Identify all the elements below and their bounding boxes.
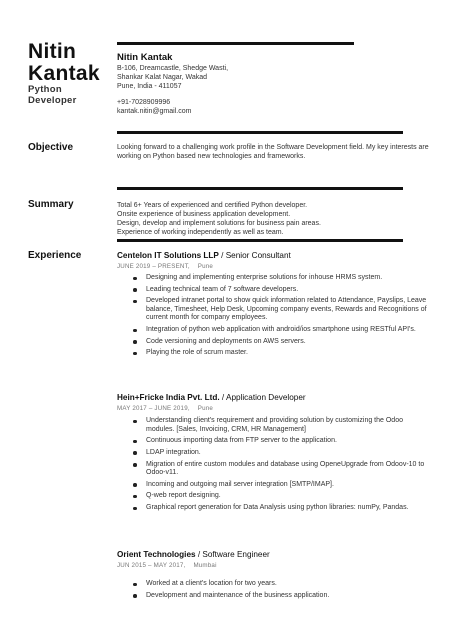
- job-title-row: [117, 550, 270, 559]
- summary-heading: Summary: [28, 199, 74, 210]
- address-line-3: Pune, India - 411057: [117, 83, 182, 90]
- list-item: Leading technical team of 7 software developers.: [133, 286, 433, 295]
- job-role: / Software Engineer: [195, 550, 270, 559]
- job-role: / Application Developer: [219, 393, 306, 402]
- job-dates: MAY 2017 – JUNE 2019,: [117, 405, 190, 412]
- job-meta: [117, 562, 217, 569]
- address-line-2: Shankar Kalat Nagar, Wakad: [117, 74, 208, 81]
- company-name: Centelon IT Solutions LLP: [117, 251, 219, 260]
- job-meta: [117, 405, 213, 412]
- list-item: Understanding client's requirement and providing solution by customizing the Odoo modules. [Sales, Invoicing, CRM, HR Management]: [133, 417, 433, 434]
- job-title-row: [117, 393, 306, 402]
- summary-rule: [117, 187, 403, 190]
- job-title-line2: Developer: [28, 95, 77, 106]
- list-item: Developed intranet portal to show quick information related to Attendance, Payslips, Leave balance, Timesheet, Help Desk, Upcoming company events, Rewards and Recognitions of current month for company employees.: [133, 297, 433, 323]
- list-item: Incoming and outgoing mail server integration [SMTP/IMAP].: [133, 481, 433, 490]
- summary-line: Design, develop and implement solutions for business pain areas.: [117, 220, 321, 227]
- list-item: Migration of entire custom modules and database using OpeneUpgrade from Odoov-10 to Odoo-v11.: [133, 461, 433, 478]
- company-name: Orient Technologies: [117, 550, 196, 559]
- list-item: Designing and implementing enterprise solutions for inhouse HRMS system.: [133, 274, 433, 283]
- address-line-1: B-106, Dreamcastle, Shedge Wasti,: [117, 65, 229, 72]
- job-location: Pune: [197, 263, 214, 270]
- job-title-row: [117, 251, 291, 260]
- objective-text: Looking forward to a challenging work profile in the Software Development field. My key interests are working on Python based new technologies and frameworks.: [117, 144, 429, 160]
- job-bullet-list: [133, 580, 433, 603]
- objective-heading: Objective: [28, 142, 74, 153]
- list-item: Q-web report designing.: [133, 492, 433, 501]
- phone-number: +91-7028909996: [117, 99, 171, 106]
- experience-heading: Experience: [28, 250, 82, 261]
- list-item: Development and maintenance of the business application.: [133, 592, 433, 601]
- summary-line: Total 6+ Years of experienced and certified Python developer.: [117, 202, 308, 209]
- list-item: Continuous importing data from FTP server to the application.: [133, 437, 433, 446]
- objective-rule: [117, 131, 403, 134]
- experience-rule: [117, 239, 403, 242]
- list-item: Worked at a client's location for two years.: [133, 580, 433, 589]
- job-role: / Senior Consultant: [218, 251, 291, 260]
- header-rule: [117, 42, 354, 45]
- last-name: Kantak: [28, 62, 100, 85]
- list-item: Code versioning and deployments on AWS servers.: [133, 338, 433, 347]
- job-meta: [117, 263, 213, 270]
- summary-line: Onsite experience of business application development.: [117, 211, 291, 218]
- job-bullet-list: [133, 274, 433, 361]
- job-bullet-list: [133, 417, 433, 516]
- email-address: kantak.nitin@gmail.com: [117, 108, 192, 115]
- job-location: Mumbai: [193, 562, 217, 569]
- contact-name: Nitin Kantak: [117, 52, 173, 63]
- job-title-line1: Python: [28, 84, 62, 95]
- list-item: Playing the role of scrum master.: [133, 349, 433, 358]
- list-item: LDAP integration.: [133, 449, 433, 458]
- first-name: Nitin: [28, 40, 77, 63]
- list-item: Graphical report generation for Data Analysis using python libraries: numPy, Pandas.: [133, 504, 433, 513]
- job-dates: JUN 2015 – MAY 2017,: [117, 562, 186, 569]
- company-name: Hein+Fricke India Pvt. Ltd.: [117, 393, 220, 402]
- job-dates: JUNE 2019 – PRESENT,: [117, 263, 190, 270]
- summary-line: Experience of working independently as well as team.: [117, 229, 284, 236]
- list-item: Integration of python web application with android/ios smartphone using RESTful API's.: [133, 326, 433, 335]
- job-location: Pune: [197, 405, 214, 412]
